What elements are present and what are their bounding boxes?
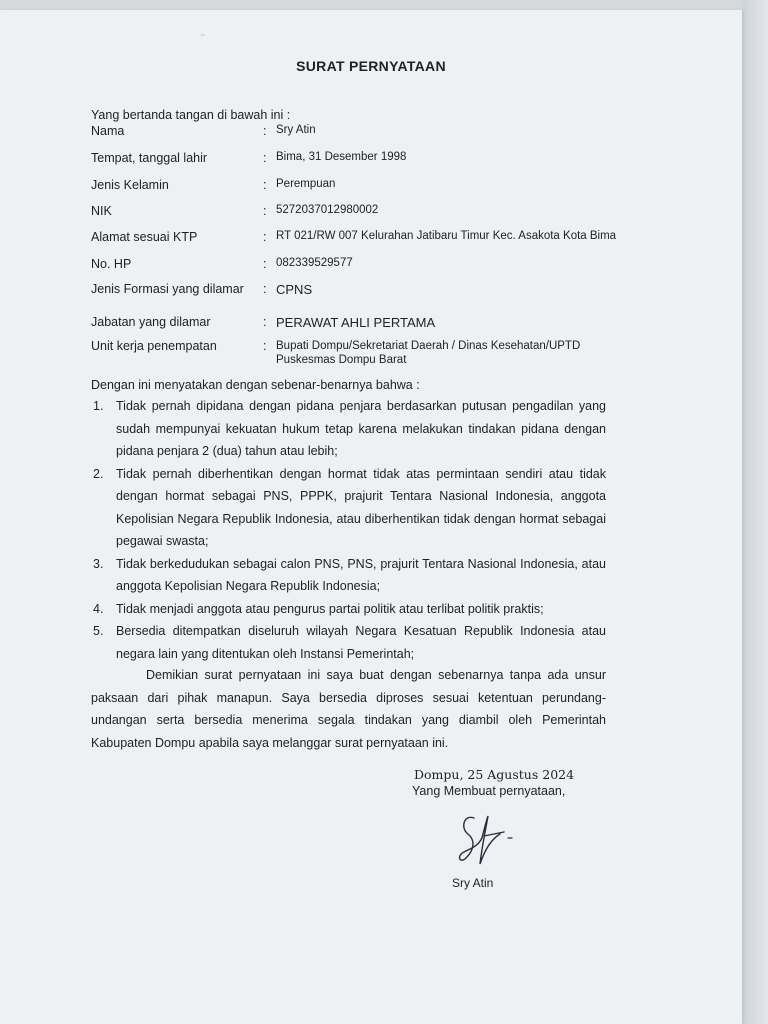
list-text: Tidak pernah dipidana dengan pidana penjara berdasarkan putusan pengadilan yang sudah mempunyai kekuatan hukum tetap karena melakukan tindakan pidana dengan pidana penjara 2 (dua) tahun atau lebih; — [116, 399, 606, 458]
field-colon: : — [263, 151, 267, 165]
scan-speck-mark: ⁻ — [200, 32, 206, 43]
field-colon: : — [263, 339, 267, 353]
list-item — [91, 598, 606, 621]
field-label: No. HP — [91, 257, 132, 271]
field-colon: : — [263, 178, 267, 192]
field-colon: : — [263, 204, 267, 218]
field-label: Tempat, tanggal lahir — [91, 151, 208, 165]
field-row-formation — [91, 282, 651, 300]
list-number: 2. — [93, 466, 104, 481]
field-value: CPNS — [276, 282, 313, 297]
field-colon: : — [263, 257, 267, 271]
statement-list — [91, 395, 606, 665]
field-value: RT 021/RW 007 Kelurahan Jatibaru Timur Kec. Asakota Kota Bima — [276, 230, 617, 242]
field-value: Sry Atin — [276, 124, 316, 136]
field-colon: : — [263, 282, 267, 296]
field-value: 5272037012980002 — [276, 204, 379, 216]
field-label: Jenis Kelamin — [91, 178, 169, 192]
signer-name: Sry Atin — [452, 876, 494, 890]
field-label: NIK — [91, 204, 112, 218]
list-number: 3. — [93, 556, 104, 571]
list-item — [91, 620, 606, 665]
place-date: Dompu, 25 Agustus 2024 — [414, 767, 575, 782]
field-value: PERAWAT AHLI PERTAMA — [276, 315, 436, 330]
field-label: Jabatan yang dilamar — [91, 315, 211, 329]
closing-paragraph: Demikian surat pernyataan ini saya buat dengan sebenarnya tanpa ada unsur paksaan dari pihak manapun. Saya bersedia diproses sesuai ketentuan perundang-undangan serta bersedia menerima segala tindakan yang diambil oleh Pemerintah Kabupaten Dompu apabila saya melanggar surat pernyataan ini. — [91, 668, 606, 750]
field-colon: : — [263, 315, 267, 329]
field-colon: : — [263, 230, 267, 244]
list-text: Tidak menjadi anggota atau pengurus partai politik atau terlibat politik praktis; — [116, 601, 544, 616]
intro-text: Yang bertanda tangan di bawah ini : — [91, 108, 291, 122]
field-value: Perempuan — [276, 178, 336, 190]
field-row-position — [91, 315, 651, 333]
field-label: Alamat sesuai KTP — [91, 230, 198, 244]
field-row-birth — [91, 151, 651, 169]
list-number: 5. — [93, 624, 104, 638]
statement-intro: Dengan ini menyatakan dengan sebenar-benarnya bahwa : — [91, 378, 420, 392]
handwritten-signature-icon — [452, 808, 522, 870]
field-row-phone — [91, 257, 651, 275]
list-item — [91, 395, 606, 463]
field-row-work-unit — [91, 339, 651, 371]
list-number: 1. — [93, 399, 104, 413]
document-title: SURAT PERNYATAAN — [296, 58, 446, 74]
field-row-name — [91, 124, 651, 142]
field-row-nik — [91, 204, 651, 222]
page-edge — [742, 0, 768, 1024]
field-row-gender — [91, 178, 651, 196]
field-label: Unit kerja penempatan — [91, 339, 217, 353]
list-item — [91, 463, 606, 553]
field-label: Jenis Formasi yang dilamar — [91, 282, 244, 296]
field-value: 082339529577 — [276, 257, 353, 269]
maker-label: Yang Membuat pernyataan, — [412, 784, 566, 798]
field-value: Bima, 31 Desember 1998 — [276, 151, 407, 163]
field-row-address — [91, 230, 651, 248]
list-text: Tidak pernah diberhentikan dengan hormat tidak atas permintaan sendiri atau tidak dengan hormat sebagai PNS, PPPK, prajurit Tentara Nasional Indonesia, anggota Kepolisian Negara Republik Indonesia, atau diberhentikan tidak dengan hormat sebagai pegawai swasta; — [116, 466, 606, 548]
field-value: Bupati Dompu/Sekretariat Daerah / Dinas Kesehatan/UPTD Puskesmas Dompu Barat — [276, 340, 581, 366]
list-item — [91, 553, 606, 598]
field-colon: : — [263, 124, 267, 138]
field-label: Nama — [91, 124, 125, 138]
list-text: Tidak berkedudukan sebagai calon PNS, PNS, prajurit Tentara Nasional Indonesia, atau anggota Kepolisian Negara Republik Indonesia; — [116, 556, 606, 593]
list-number: 4. — [93, 601, 104, 616]
list-text: Bersedia ditempatkan diseluruh wilayah Negara Kesatuan Republik Indonesia atau negara lain yang ditentukan oleh Instansi Pemerintah; — [116, 624, 606, 661]
